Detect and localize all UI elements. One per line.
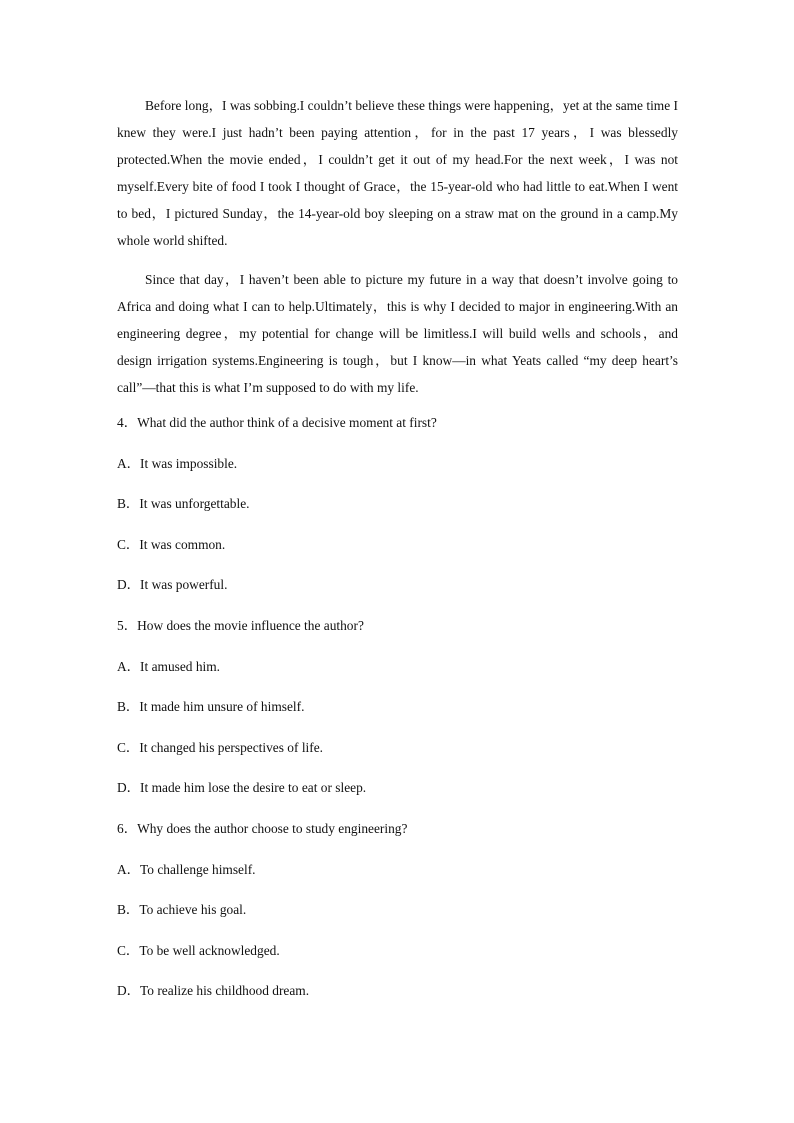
option-a: A．It amused him. [117, 658, 221, 674]
option-b: B．It was unforgettable. [117, 496, 250, 512]
option-d: D．It was powerful. [117, 577, 228, 593]
question-6 [117, 819, 678, 1022]
passage-paragraph-2: Since that day，I haven’t been able to picture my future in a way that doesn’t involve going to Africa and doing what I can to help.Ultimately，this is why I decided to major in engineering.With an engineering degree，my potential for change will be limitless.I will build wells and schools，and design irrigation systems.Engineering is tough，but I know—in what Yeats called “my deep heart’s call”—that this is what I’m supposed to do with my life. [117, 272, 678, 395]
document-page [117, 92, 678, 1022]
option-a: A．It was impossible. [117, 455, 238, 471]
question-stem: 4．What did the author think of a decisive moment at first? [117, 415, 437, 430]
reading-passage [117, 92, 678, 401]
question-stem: 5．How does the movie influence the author? [117, 617, 364, 633]
option-d: D．It made him lose the desire to eat or sleep. [117, 780, 367, 796]
question-5 [117, 616, 678, 819]
option-c: C．It changed his perspectives of life. [117, 739, 324, 755]
passage-paragraph-1: Before long，I was sobbing.I couldn’t believe these things were happening，yet at the same time I knew they were.I just hadn’t been paying attention，for in the past 17 years，I was blessedly protected.When the movie ended，I couldn’t get it out of my head.For the next week，I was not myself.Every bite of food I took I thought of Grace，the 15-year-old who had little to eat.When I went to bed，I pictured Sunday，the 14-year-old boy sleeping on a straw mat on the ground in a camp.My whole world shifted. [117, 98, 678, 248]
option-b: B．To achieve his goal. [117, 902, 247, 918]
option-a: A．To challenge himself. [117, 861, 256, 877]
option-c: C．To be well acknowledged. [117, 942, 280, 958]
question-4 [117, 413, 678, 616]
option-d: D．To realize his childhood dream. [117, 983, 310, 999]
option-b: B．It made him unsure of himself. [117, 699, 305, 715]
option-c: C．It was common. [117, 536, 226, 552]
question-stem: 6．Why does the author choose to study engineering? [117, 820, 408, 836]
